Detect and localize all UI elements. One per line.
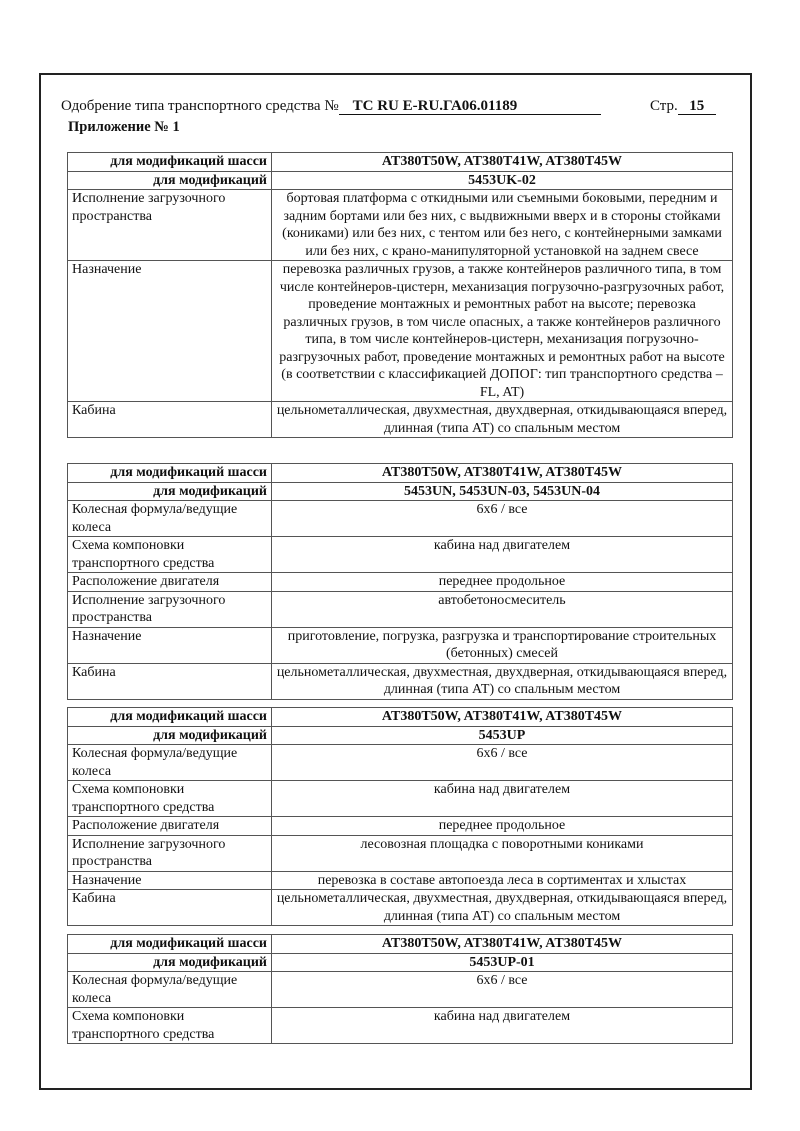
row-value: цельнометаллическая, двухместная, двухдверная, откидывающаяся вперед, длинная (типа АТ) со спальным местом [272,890,733,926]
row-label: Исполнение загрузочного пространства [68,835,272,871]
spec-table-5453UK-02 [67,152,733,438]
row-value: лесовозная площадка с поворотными кониками [272,835,733,871]
chassis-value: AT380T50W, AT380T41W, AT380T45W [272,935,733,954]
modification-value: 5453UP-01 [272,953,733,972]
chassis-label: для модификаций шасси [68,464,272,483]
spec-table-5453UP-01 [67,934,733,1044]
row-label: Исполнение загрузочного пространства [68,591,272,627]
modification-label: для модификаций [68,482,272,501]
approval-label: Одобрение типа транспортного средства № [61,98,339,114]
chassis-row [68,153,733,172]
row-value: 6x6 / все [272,501,733,537]
table-row [68,537,733,573]
row-label: Исполнение загрузочного пространства [68,190,272,261]
row-label: Кабина [68,402,272,438]
modification-row [68,726,733,745]
chassis-value: AT380T50W, AT380T41W, AT380T45W [272,153,733,172]
table-row [68,835,733,871]
spec-table-5453UP [67,707,733,926]
row-label: Назначение [68,261,272,402]
row-label: Назначение [68,871,272,890]
chassis-label: для модификаций шасси [68,935,272,954]
table-row [68,261,733,402]
modification-row [68,171,733,190]
row-label: Схема компоновки транспортного средства [68,1008,272,1044]
approval-number: ТС RU E-RU.ГА06.01189 [339,99,601,115]
table-row [68,190,733,261]
chassis-value: AT380T50W, AT380T41W, AT380T45W [272,708,733,727]
modification-value: 5453UK-02 [272,171,733,190]
row-label: Колесная формула/ведущие колеса [68,972,272,1008]
row-value: 6x6 / все [272,745,733,781]
table-row [68,745,733,781]
row-value: приготовление, погрузка, разгрузка и транспортирование строительных (бетонных) смесей [272,627,733,663]
table-row [68,781,733,817]
chassis-row [68,708,733,727]
row-label: Кабина [68,663,272,699]
modification-row [68,482,733,501]
chassis-label: для модификаций шасси [68,708,272,727]
table-row [68,627,733,663]
row-label: Кабина [68,890,272,926]
table-row [68,972,733,1008]
modification-label: для модификаций [68,171,272,190]
page-number: 15 [678,99,716,115]
row-value: 6x6 / все [272,972,733,1008]
table-row [68,817,733,836]
row-value: цельнометаллическая, двухместная, двухдверная, откидывающаяся вперед, длинная (типа АТ) со спальным местом [272,663,733,699]
row-label: Схема компоновки транспортного средства [68,537,272,573]
row-label: Колесная формула/ведущие колеса [68,501,272,537]
approval-header [61,98,741,115]
table-row [68,1008,733,1044]
spec-table-5453UN [67,463,733,700]
appendix-title: Приложение № 1 [68,119,180,135]
chassis-value: AT380T50W, AT380T41W, AT380T45W [272,464,733,483]
table-row [68,663,733,699]
row-label: Расположение двигателя [68,817,272,836]
row-value: кабина над двигателем [272,1008,733,1044]
table-row [68,501,733,537]
row-value: бортовая платформа с откидными или съемными боковыми, передним и задним бортами или без них, с выдвижными вверх и в стороны стойками (кониками) или без них, с тентом или без него, с контейнерными замками или без них, с крано-манипуляторной установкой на заднем свесе [272,190,733,261]
table-row [68,890,733,926]
modification-value: 5453UN, 5453UN-03, 5453UN-04 [272,482,733,501]
row-value: переднее продольное [272,817,733,836]
chassis-label: для модификаций шасси [68,153,272,172]
row-value: перевозка различных грузов, а также контейнеров различного типа, в том числе контейнеров-цистерн, механизация погрузочно-разгрузочных работ, проведение монтажных и ремонтных работ на высоте; перевозка различных грузов, в том числе опасных, а также контейнеров различного типа, в том числе контейнеров-цистерн, механизация погрузочно-разгрузочных работ, проведение монтажных и ремонтных работ на высоте (в соответствии с классификацией ДОПОГ: тип транспортного средства – FL, AT) [272,261,733,402]
row-label: Колесная формула/ведущие колеса [68,745,272,781]
modification-label: для модификаций [68,953,272,972]
chassis-row [68,935,733,954]
table-row [68,871,733,890]
row-value: автобетоносмеситель [272,591,733,627]
modification-row [68,953,733,972]
row-value: перевозка в составе автопоезда леса в сортиментах и хлыстах [272,871,733,890]
row-value: кабина над двигателем [272,781,733,817]
table-row [68,591,733,627]
row-label: Назначение [68,627,272,663]
modification-value: 5453UP [272,726,733,745]
modification-label: для модификаций [68,726,272,745]
row-value: цельнометаллическая, двухместная, двухдверная, откидывающаяся вперед, длинная (типа АТ) со спальным местом [272,402,733,438]
row-label: Расположение двигателя [68,573,272,592]
page-indicator [650,98,716,115]
table-row [68,573,733,592]
row-value: кабина над двигателем [272,537,733,573]
row-label: Схема компоновки транспортного средства [68,781,272,817]
table-row [68,402,733,438]
chassis-row [68,464,733,483]
row-value: переднее продольное [272,573,733,592]
page-label: Стр. [650,98,678,114]
